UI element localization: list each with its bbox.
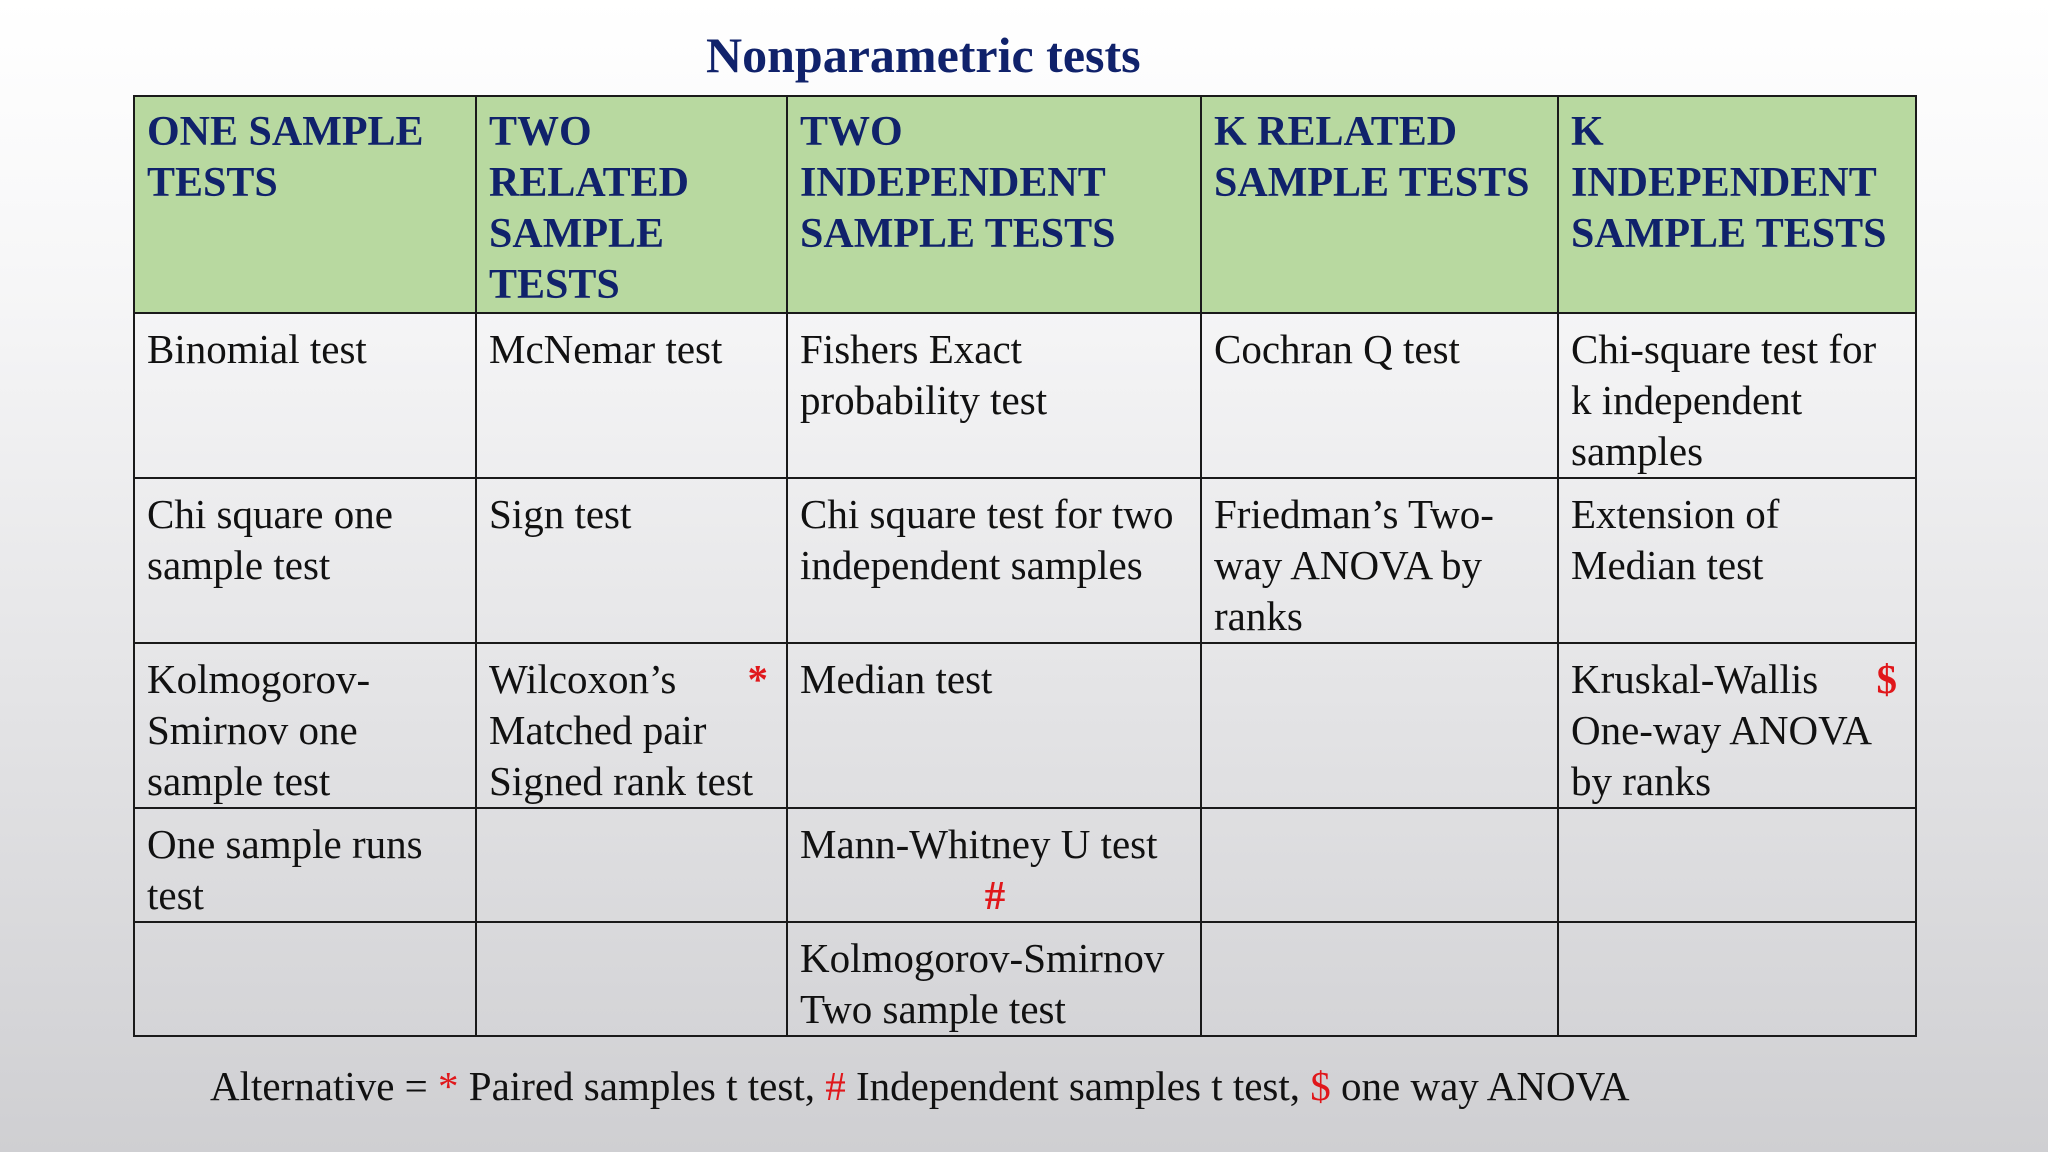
header-row — [134, 96, 1916, 313]
table-cell — [1558, 808, 1916, 922]
footnote-independent: Independent samples t test, — [845, 1063, 1311, 1109]
table-cell: Kolmogorov-Smirnov one sample test — [134, 643, 476, 808]
table-cell: Chi-square test for k independent samples — [1558, 313, 1916, 478]
table-row — [134, 643, 1916, 808]
footnote-dollar: $ — [1310, 1063, 1331, 1109]
table-cell-kruskal-wallis — [1558, 643, 1916, 808]
table-cell — [1201, 922, 1558, 1036]
dollar-mark: $ — [1876, 656, 1897, 702]
table-cell: Friedman’s Two-way ANOVA by ranks — [1201, 478, 1558, 643]
table-cell — [476, 808, 787, 922]
table-row — [134, 922, 1916, 1036]
table-cell — [1201, 808, 1558, 922]
hash-mark: # — [984, 872, 1006, 918]
cell-text: Mann-Whitney U test — [800, 821, 1158, 867]
table-cell: Chi square one sample test — [134, 478, 476, 643]
table-cell — [134, 922, 476, 1036]
table-cell: Sign test — [476, 478, 787, 643]
table-cell: Kolmogorov-Smirnov Two sample test — [787, 922, 1201, 1036]
table-cell — [1201, 643, 1558, 808]
table-cell: Cochran Q test — [1201, 313, 1558, 478]
table-cell: Chi square test for two independent samples — [787, 478, 1201, 643]
table-cell: Extension of Median test — [1558, 478, 1916, 643]
cell-text: Wilcoxon’s Matched pair Signed rank test — [489, 656, 754, 804]
cell-text: Kruskal-Wallis One-way ANOVA by ranks — [1571, 656, 1870, 804]
footnote-anova: one way ANOVA — [1330, 1063, 1630, 1109]
footnote-paired: Paired samples t test, — [458, 1063, 826, 1109]
table-cell: Binomial test — [134, 313, 476, 478]
footnote-prefix: Alternative = — [210, 1063, 439, 1109]
table-row — [134, 478, 1916, 643]
header-k-related: K RELATED SAMPLE TESTS — [1201, 96, 1558, 313]
asterisk-mark: * — [747, 656, 768, 702]
table-row — [134, 808, 1916, 922]
footnote — [210, 1056, 1630, 1116]
slide-title: Nonparametric tests — [706, 27, 1141, 83]
table-cell — [1558, 922, 1916, 1036]
header-two-related: TWO RELATED SAMPLE TESTS — [476, 96, 787, 313]
table-cell-mann-whitney — [787, 808, 1201, 922]
table-cell: McNemar test — [476, 313, 787, 478]
table-cell — [476, 922, 787, 1036]
table-cell: One sample runs test — [134, 808, 476, 922]
table-cell: Median test — [787, 643, 1201, 808]
table-row — [134, 313, 1916, 478]
footnote-asterisk: * — [438, 1063, 459, 1109]
table-cell: Fishers Exact probability test — [787, 313, 1201, 478]
table-cell-wilcoxon — [476, 643, 787, 808]
header-k-independent: K INDEPENDENT SAMPLE TESTS — [1558, 96, 1916, 313]
header-two-independent: TWO INDEPENDENT SAMPLE TESTS — [787, 96, 1201, 313]
footnote-hash: # — [825, 1063, 846, 1109]
header-one-sample: ONE SAMPLE TESTS — [134, 96, 476, 313]
nonparametric-tests-table — [133, 95, 1917, 1037]
